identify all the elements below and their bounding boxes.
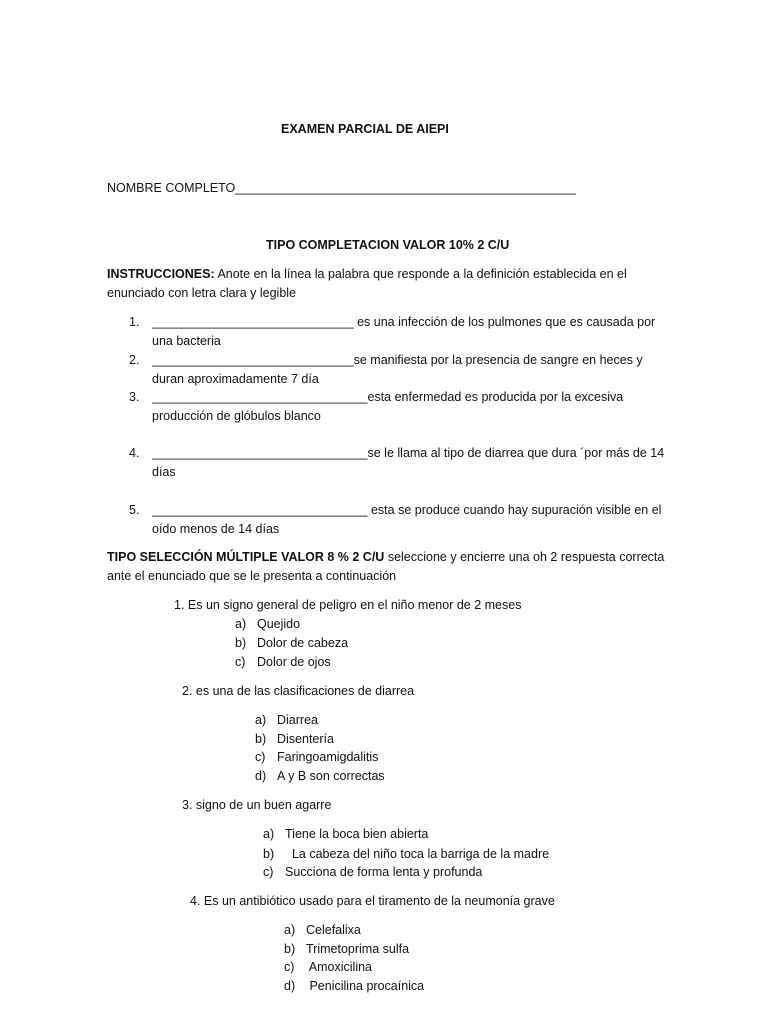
mc-option (235, 653, 331, 672)
option-letter: b) (235, 636, 247, 650)
mc-option (284, 977, 424, 996)
section1-instructions (107, 265, 667, 303)
item-number: 3. (129, 390, 140, 404)
mc-question-4: 4. Es un antibiótico usado para el tiramento de la neumonía grave (190, 894, 555, 908)
option-letter: b) (263, 847, 275, 861)
option-letter: a) (235, 617, 247, 631)
mc-option (235, 634, 348, 653)
option-text: Diarrea (277, 713, 318, 727)
mc-question-3: 3. signo de un buen agarre (182, 798, 332, 812)
option-letter: b) (284, 942, 296, 956)
name-label: NOMBRE COMPLETO (107, 181, 236, 195)
section2-instructions-text: seleccione y encierre una oh 2 respuesta correcta ante el enunciado que se le presenta a continuación (107, 550, 665, 583)
option-text: A y B son correctas (277, 769, 385, 783)
option-letter: a) (255, 713, 267, 727)
mc-option (255, 748, 378, 767)
option-text: Tiene la boca bien abierta (285, 827, 429, 841)
mc-question-2: 2. es una de las clasificaciones de diarrea (182, 684, 415, 698)
item-text: _______________________________esta enfermedad es producida por la excesiva producción de glóbulos blanco (152, 390, 624, 423)
option-text: Faringoamigdalitis (277, 750, 379, 764)
option-text: Quejido (257, 617, 301, 631)
option-letter: c) (235, 655, 246, 669)
option-text: Disentería (277, 732, 334, 746)
completion-item-4 (107, 444, 667, 482)
instructions-label: INSTRUCCIONES: (107, 267, 215, 281)
mc-question-1: 1. Es un signo general de peligro en el niño menor de 2 meses (174, 598, 522, 612)
mc-option (284, 940, 409, 959)
option-text: Dolor de cabeza (257, 636, 349, 650)
item-number: 2. (129, 353, 140, 367)
mc-option (263, 825, 428, 844)
option-letter: a) (263, 827, 275, 841)
option-letter: b) (255, 732, 267, 746)
item-number: 1. (129, 315, 140, 329)
completion-item-5 (107, 501, 667, 539)
option-letter: c) (255, 750, 266, 764)
completion-item-2 (107, 351, 667, 389)
option-letter: c) (263, 865, 274, 879)
section2-heading: TIPO SELECCIÓN MÚLTIPLE VALOR 8 % 2 C/U (107, 550, 385, 564)
option-text: La cabeza del niño toca la barriga de la madre (285, 847, 550, 861)
mc-option (255, 767, 385, 786)
option-letter: a) (284, 923, 296, 937)
name-blank-line: _________________________________________________ (235, 181, 576, 195)
mc-option (263, 845, 549, 864)
option-letter: d) (255, 769, 267, 783)
item-text: _____________________________se manifiesta por la presencia de sangre en heces y duran aproximadamente 7 día (152, 353, 643, 386)
option-text: Amoxicilina (306, 960, 372, 974)
item-number: 4. (129, 446, 140, 460)
section2-instructions (107, 548, 667, 586)
mc-option (284, 958, 372, 977)
mc-option (255, 730, 334, 749)
option-text: Dolor de ojos (257, 655, 331, 669)
option-letter: c) (284, 960, 295, 974)
mc-option (255, 711, 318, 730)
completion-item-1 (107, 313, 667, 351)
mc-option (263, 863, 482, 882)
option-text: Succiona de forma lenta y profunda (285, 865, 483, 879)
instructions-text: Anote en la línea la palabra que responde a la definición establecida en el enunciado con letra clara y legible (107, 267, 627, 300)
mc-option (284, 921, 361, 940)
option-letter: d) (284, 979, 296, 993)
item-text: _______________________________ esta se produce cuando hay supuración visible en el oído menos de 14 días (152, 503, 662, 536)
mc-option (235, 615, 300, 634)
option-text: Trimetoprima sulfa (306, 942, 410, 956)
item-text: _____________________________ es una infección de los pulmones que es causada por una bacteria (152, 315, 656, 348)
option-text: Celefalixa (306, 923, 361, 937)
completion-item-3 (107, 388, 667, 426)
item-text: _______________________________se le llama al tipo de diarrea que dura ´por más de 14 días (152, 446, 665, 479)
section1-heading: TIPO COMPLETACION VALOR 10% 2 C/U (266, 238, 510, 252)
item-number: 5. (129, 503, 140, 517)
option-text: Penicilina procaínica (306, 979, 425, 993)
exam-title: EXAMEN PARCIAL DE AIEPI (281, 122, 449, 136)
name-field (107, 179, 576, 198)
